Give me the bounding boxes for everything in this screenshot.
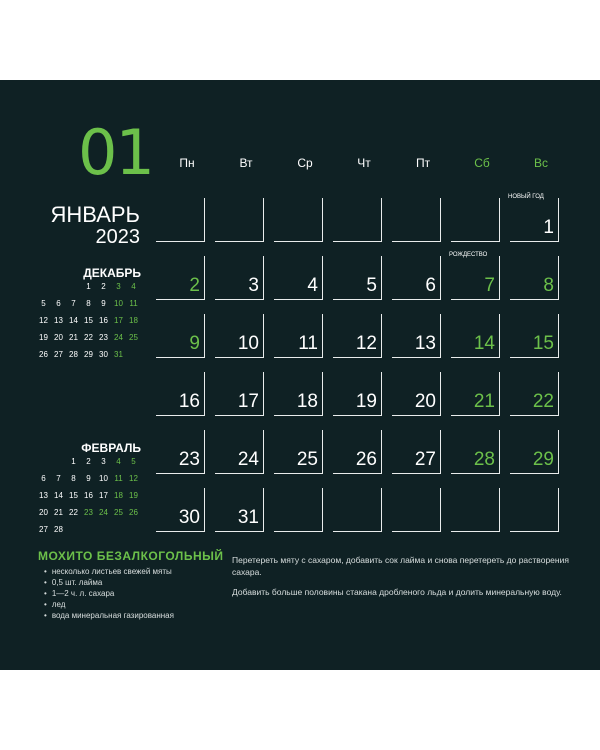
mini-day: 14 [54, 491, 63, 500]
mini-day: 18 [129, 316, 138, 325]
day-cell [274, 256, 323, 300]
mini-day: 4 [116, 457, 121, 466]
mini-day: 11 [114, 474, 123, 483]
day-number: 27 [414, 449, 436, 470]
day-cell [451, 314, 500, 358]
mini-day: 1 [71, 457, 76, 466]
mini-day: 24 [114, 333, 123, 342]
day-cell [333, 430, 382, 474]
mini-day: 7 [56, 474, 61, 483]
day-number: 12 [355, 333, 377, 354]
day-cell [508, 194, 559, 242]
mini-day: 22 [69, 508, 78, 517]
mini-day: 9 [101, 299, 106, 308]
ingredient-item: • вода минеральная газированная [44, 610, 174, 621]
weekday-label: Пн [179, 156, 195, 170]
mini-day: 2 [101, 282, 106, 291]
day-number: 16 [178, 391, 200, 412]
mini-day: 5 [131, 457, 136, 466]
mini-day: 27 [39, 525, 48, 534]
day-cell [333, 198, 382, 242]
mini-day: 18 [114, 491, 123, 500]
day-cell [510, 256, 559, 300]
day-number: 8 [543, 275, 554, 296]
weekday-label: Чт [357, 156, 371, 170]
day-number: 29 [532, 449, 554, 470]
mini-day: 16 [84, 491, 93, 500]
day-cell [333, 488, 382, 532]
day-cell [451, 488, 500, 532]
recipe-title: МОХИТО БЕЗАЛКОГОЛЬНЫЙ [38, 549, 224, 563]
day-number: 1 [543, 217, 554, 238]
day-cell [510, 372, 559, 416]
day-cell [392, 372, 441, 416]
mini-day: 19 [39, 333, 48, 342]
day-cell [156, 256, 205, 300]
day-number: 4 [307, 275, 318, 296]
day-number: 6 [425, 275, 436, 296]
day-number: 14 [473, 333, 495, 354]
mini-day: 26 [39, 350, 48, 359]
weekday-label: Вт [239, 156, 253, 170]
month-name: ЯНВАРЬ [50, 202, 140, 227]
day-cell [392, 198, 441, 242]
mini-day: 2 [86, 457, 91, 466]
day-cell [156, 488, 205, 532]
day-cell [215, 430, 264, 474]
holiday-label: НОВЫЙ ГОД [508, 194, 544, 200]
day-cell [392, 314, 441, 358]
day-number: 2 [189, 275, 200, 296]
day-cell [392, 430, 441, 474]
day-cell [215, 198, 264, 242]
day-number: 24 [237, 449, 259, 470]
day-number: 25 [296, 449, 318, 470]
mini-day: 5 [41, 299, 46, 308]
day-cell [451, 372, 500, 416]
day-cell [156, 198, 205, 242]
day-cell [274, 372, 323, 416]
day-cell [392, 256, 441, 300]
day-cell [333, 314, 382, 358]
mini-day: 1 [86, 282, 91, 291]
day-cell [156, 430, 205, 474]
day-number: 5 [366, 275, 377, 296]
day-cell [510, 314, 559, 358]
mini-day: 17 [99, 491, 108, 500]
mini-day: 4 [131, 282, 136, 291]
day-number: 13 [414, 333, 436, 354]
day-cell [156, 314, 205, 358]
mini-day: 25 [129, 333, 138, 342]
day-number: 23 [178, 449, 200, 470]
mini-day: 31 [114, 350, 123, 359]
day-cell [215, 256, 264, 300]
mini-day: 17 [114, 316, 123, 325]
ingredient-item: • несколько листьев свежей мяты [44, 566, 174, 577]
weekday-label: Пт [415, 156, 431, 170]
mini-calendar-title: ДЕКАБРЬ [83, 266, 141, 280]
mini-day: 6 [56, 299, 61, 308]
day-cell [274, 488, 323, 532]
day-number: 30 [178, 507, 200, 528]
mini-day: 12 [39, 316, 48, 325]
day-cell [333, 256, 382, 300]
mini-day: 10 [99, 474, 108, 483]
mini-day: 23 [84, 508, 93, 517]
mini-day: 8 [71, 474, 76, 483]
mini-day: 21 [54, 508, 63, 517]
instruction-paragraph: Перетереть мяту с сахаром, добавить сок лайма и снова перетереть до растворения сахара. [232, 555, 569, 577]
day-number: 28 [473, 449, 495, 470]
mini-day: 16 [99, 316, 108, 325]
day-number: 10 [237, 333, 259, 354]
mini-day: 8 [86, 299, 91, 308]
day-cell [451, 430, 500, 474]
mini-day: 28 [54, 525, 63, 534]
day-number: 31 [237, 507, 259, 528]
day-cell [510, 430, 559, 474]
mini-calendar-title: ФЕВРАЛЬ [81, 441, 141, 455]
day-cell [156, 372, 205, 416]
mini-day: 27 [54, 350, 63, 359]
mini-day: 15 [84, 316, 93, 325]
mini-day: 25 [114, 508, 123, 517]
day-number: 3 [248, 275, 259, 296]
mini-day: 24 [99, 508, 108, 517]
mini-day: 19 [129, 491, 138, 500]
mini-day: 3 [116, 282, 121, 291]
holiday-label: РОЖДЕСТВО [449, 252, 488, 258]
day-cell [274, 314, 323, 358]
ingredient-item: • лед [44, 599, 174, 610]
day-cell [215, 314, 264, 358]
mini-day: 14 [69, 316, 78, 325]
day-number: 20 [414, 391, 436, 412]
day-number: 7 [484, 275, 495, 296]
day-cell [215, 372, 264, 416]
calendar-page [0, 80, 600, 670]
day-cell [274, 198, 323, 242]
mini-day: 3 [101, 457, 106, 466]
mini-day: 12 [129, 474, 138, 483]
weekday-label: Вс [533, 156, 548, 170]
day-number: 9 [189, 333, 200, 354]
mini-day: 13 [39, 491, 48, 500]
day-cell [510, 488, 559, 532]
mini-day: 30 [99, 350, 108, 359]
year: 2023 [95, 226, 140, 248]
ingredient-list [44, 566, 174, 621]
mini-day: 29 [84, 350, 93, 359]
day-cell [333, 372, 382, 416]
mini-day: 23 [99, 333, 108, 342]
weekday-label: Сб [474, 156, 490, 170]
mini-day: 26 [129, 508, 138, 517]
mini-day: 9 [86, 474, 91, 483]
mini-day: 28 [69, 350, 78, 359]
mini-day: 6 [41, 474, 46, 483]
day-number: 22 [532, 391, 554, 412]
day-cell [451, 198, 500, 242]
day-number: 18 [296, 391, 318, 412]
ingredient-item: • 1—2 ч. л. сахара [44, 588, 174, 599]
mini-day: 21 [69, 333, 78, 342]
ingredient-item: • 0,5 шт. лайма [44, 577, 174, 588]
day-number: 19 [355, 391, 377, 412]
day-cell [215, 488, 264, 532]
day-number: 21 [473, 391, 495, 412]
month-number: 01 [78, 116, 153, 189]
day-cell [274, 430, 323, 474]
day-number: 17 [237, 391, 259, 412]
day-cell [449, 252, 500, 300]
day-number: 11 [298, 333, 318, 354]
mini-day: 15 [69, 491, 78, 500]
day-number: 15 [532, 333, 554, 354]
recipe-instructions [232, 554, 572, 606]
mini-day: 22 [84, 333, 93, 342]
day-cell [392, 488, 441, 532]
mini-day: 11 [129, 299, 138, 308]
day-number: 26 [355, 449, 377, 470]
mini-day: 20 [54, 333, 63, 342]
mini-day: 10 [114, 299, 123, 308]
mini-day: 7 [71, 299, 76, 308]
mini-day: 20 [39, 508, 48, 517]
instruction-paragraph: Добавить больше половины стакана дробленого льда и долить минеральную воду. [232, 587, 562, 597]
weekday-label: Ср [297, 156, 313, 170]
mini-day: 13 [54, 316, 63, 325]
